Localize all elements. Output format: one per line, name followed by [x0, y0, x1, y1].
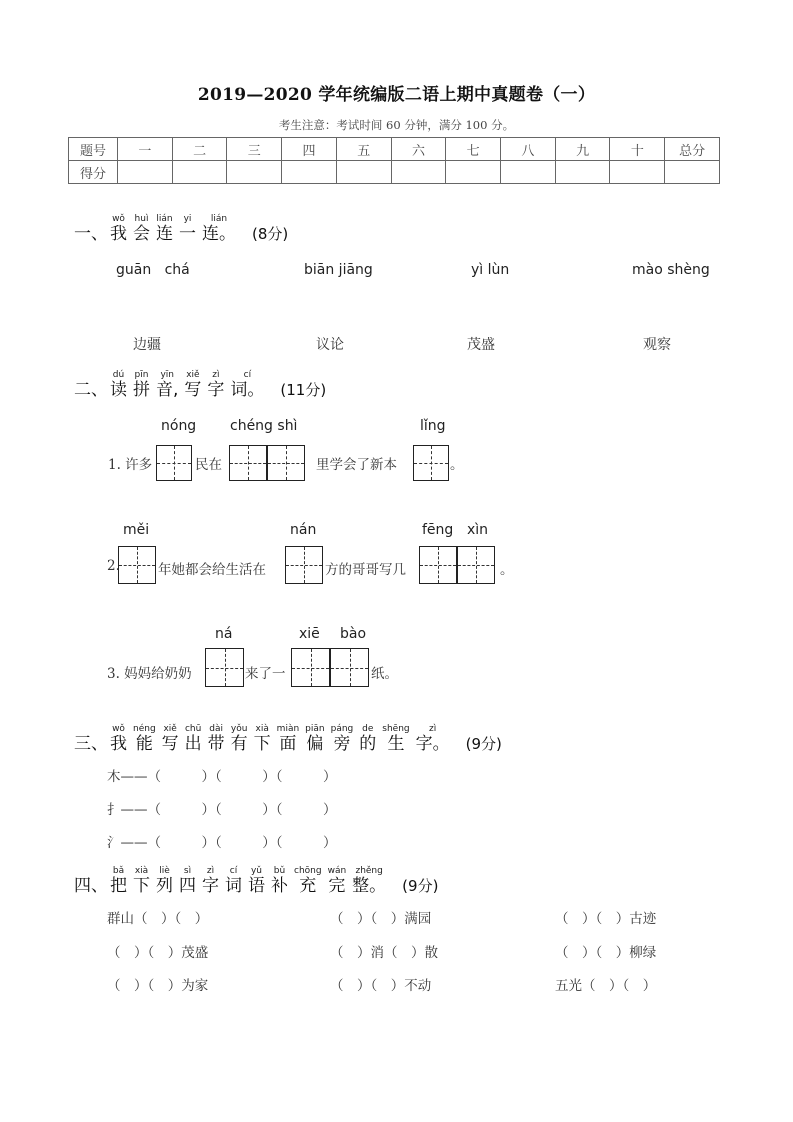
score-table: [68, 137, 720, 184]
pinyin: xià: [134, 866, 149, 876]
idiom-r3-c3[interactable]: 五光（ ）（ ）: [555, 978, 657, 994]
ruby-char: [225, 866, 242, 896]
pinyin: zhěng: [355, 866, 383, 876]
pinyin: páng: [330, 724, 354, 734]
hanzi: 整。: [352, 876, 387, 896]
cell-q10: 十: [610, 138, 665, 161]
cell-label-score: 得分: [69, 161, 118, 184]
idiom-r2-c2[interactable]: （ ）消（ ）散: [330, 945, 438, 961]
ruby-char: [133, 370, 150, 400]
q3-text-b: 来了一: [245, 666, 286, 682]
pinyin: huì: [134, 214, 149, 224]
ruby-char: [179, 866, 196, 896]
section-number: 四、: [74, 876, 108, 896]
cell-total: 总分: [665, 138, 720, 161]
cell-q2: 二: [172, 138, 227, 161]
q3-text-a: 3. 妈妈给奶奶: [107, 666, 192, 682]
ruby-char: [202, 866, 219, 896]
hanzi: 完: [328, 876, 346, 896]
cell-q4: 四: [282, 138, 337, 161]
pinyin: dú: [112, 370, 125, 380]
cell-q3: 三: [227, 138, 282, 161]
ruby-char: [208, 724, 225, 754]
ruby-char: [416, 724, 450, 754]
writing-box[interactable]: [229, 445, 267, 481]
pinyin-feng: fēng: [422, 522, 454, 538]
q1-text-b: 民在: [195, 457, 222, 473]
match-word-2[interactable]: 议论: [316, 337, 344, 353]
section-2-heading: [74, 370, 326, 400]
score-cell[interactable]: [665, 161, 720, 184]
pinyin: de: [362, 724, 374, 734]
pinyin: lián: [156, 214, 173, 224]
ruby-char: [179, 214, 196, 244]
q2-text-a: 2.: [107, 558, 120, 574]
pinyin-chengshi: chéng shì: [230, 418, 298, 434]
hanzi: 语: [248, 876, 265, 896]
hanzi: 字: [202, 876, 219, 896]
writing-box[interactable]: [285, 546, 323, 584]
pinyin: xiě: [163, 724, 177, 734]
hanzi: 读: [110, 380, 127, 400]
ruby-char: [133, 214, 150, 244]
cell-q6: 六: [391, 138, 446, 161]
hanzi: 词: [225, 876, 242, 896]
pinyin: yi: [183, 214, 192, 224]
ruby-char: [271, 866, 288, 896]
ruby-char: [231, 724, 248, 754]
score-cell[interactable]: [172, 161, 227, 184]
section-number: 二、: [74, 380, 108, 400]
pinyin: wǒ: [112, 214, 125, 224]
radical-row-hand[interactable]: 扌——（ ）（ ）（ ）: [107, 802, 337, 818]
match-pinyin-4[interactable]: mào shèng: [632, 262, 710, 278]
pinyin-ling: lǐng: [420, 418, 446, 434]
hanzi: 音,: [156, 380, 179, 400]
section-4-heading: [74, 866, 438, 896]
section-score: (8分): [252, 225, 289, 243]
section-3-heading: [74, 724, 502, 754]
score-cell[interactable]: [227, 161, 282, 184]
hanzi: 字。: [415, 734, 450, 754]
hanzi: 连: [156, 224, 173, 244]
writing-box[interactable]: [291, 648, 330, 687]
ruby-char: [133, 724, 156, 754]
hanzi: 拼: [133, 380, 150, 400]
score-cell[interactable]: [118, 161, 173, 184]
score-cell[interactable]: [501, 161, 556, 184]
writing-box[interactable]: [413, 445, 449, 481]
hanzi: 旁: [333, 734, 351, 754]
ruby-char: [277, 724, 300, 754]
pinyin-mei: měi: [123, 522, 150, 538]
ruby-char: [185, 724, 202, 754]
hanzi: 生: [387, 734, 405, 754]
hanzi: 四: [179, 876, 196, 896]
hanzi: 下: [133, 876, 150, 896]
pinyin: wán: [327, 866, 347, 876]
hanzi: 连。: [202, 224, 236, 244]
hanzi: 充: [299, 876, 317, 896]
hanzi: 出: [184, 734, 202, 754]
score-table-score-row: [69, 161, 720, 184]
pinyin: zì: [212, 370, 220, 380]
cell-q1: 一: [118, 138, 173, 161]
ruby-char: [110, 724, 127, 754]
pinyin: néng: [133, 724, 156, 734]
section-score: (9分): [465, 735, 502, 753]
q1-text-a: 1. 许多: [108, 457, 153, 473]
hanzi: 补: [271, 876, 288, 896]
pinyin-xin: xìn: [467, 522, 489, 538]
ruby-char: [110, 370, 127, 400]
ruby-char: [352, 866, 386, 896]
pinyin: yīn: [160, 370, 174, 380]
hanzi: 有: [230, 734, 248, 754]
match-pinyin-2[interactable]: biān jiāng: [304, 262, 373, 278]
hanzi: 写: [161, 734, 179, 754]
pinyin: yǒu: [230, 724, 248, 734]
section-number: 三、: [74, 734, 108, 754]
q2-text-d: 。: [500, 562, 514, 578]
hanzi: 带: [207, 734, 225, 754]
idiom-r1-c3[interactable]: （ ）（ ）古迹: [555, 911, 657, 927]
hanzi: 下: [253, 734, 271, 754]
pinyin: pīn: [134, 370, 149, 380]
pinyin-xie: xiē: [299, 626, 320, 642]
ruby-char: [382, 724, 409, 754]
score-cell[interactable]: [391, 161, 446, 184]
q2-text-c: 方的哥哥写几: [325, 562, 406, 578]
idiom-r1-c1[interactable]: 群山（ ）（ ）: [107, 911, 209, 927]
writing-box[interactable]: [330, 648, 369, 687]
match-word-1[interactable]: 边疆: [133, 337, 161, 353]
section-number: 一、: [74, 224, 108, 244]
pinyin: yǔ: [250, 866, 263, 876]
idiom-r3-c1[interactable]: （ ）（ ）为家: [107, 978, 209, 994]
pinyin-na: ná: [215, 626, 233, 642]
cell-q8: 八: [501, 138, 556, 161]
idiom-r3-c2[interactable]: （ ）（ ）不动: [330, 978, 432, 994]
idiom-r2-c1[interactable]: （ ）（ ）茂盛: [107, 945, 209, 961]
match-pinyin-1[interactable]: guān chá: [116, 262, 190, 278]
hanzi: 词。: [230, 380, 265, 400]
pinyin: dài: [209, 724, 224, 734]
hanzi: 偏: [306, 734, 324, 754]
hanzi: 会: [133, 224, 150, 244]
writing-box[interactable]: [118, 546, 156, 584]
writing-box[interactable]: [267, 445, 305, 481]
pinyin: cí: [229, 866, 238, 876]
pinyin-nong: nóng: [161, 418, 197, 434]
hanzi: 写: [184, 380, 202, 400]
ruby-char: [248, 866, 265, 896]
ruby-char: [156, 214, 173, 244]
ruby-char: [133, 866, 150, 896]
ruby-char: [328, 866, 347, 896]
match-pinyin-3[interactable]: yì lùn: [471, 262, 510, 278]
pinyin-bao: bào: [340, 626, 367, 642]
hanzi: 面: [279, 734, 297, 754]
ruby-char: [207, 370, 224, 400]
pinyin: zì: [429, 724, 437, 734]
pinyin: bǔ: [273, 866, 286, 876]
pinyin: liè: [159, 866, 170, 876]
pinyin: chōng: [294, 866, 322, 876]
cell-q5: 五: [336, 138, 391, 161]
ruby-char: [294, 866, 322, 896]
radical-row-wood[interactable]: 木——（ ）（ ）（ ）: [107, 769, 337, 785]
q1-text-d: 。: [450, 457, 464, 473]
section-score: (9分): [402, 877, 439, 895]
score-cell[interactable]: [336, 161, 391, 184]
pinyin: lián: [210, 214, 228, 224]
ruby-char: [162, 724, 179, 754]
pinyin: bǎ: [112, 866, 125, 876]
pinyin: xià: [255, 724, 269, 734]
match-word-3[interactable]: 茂盛: [467, 337, 495, 353]
cell-q9: 九: [555, 138, 610, 161]
pinyin-nan: nán: [290, 522, 317, 538]
section-1-heading: [74, 214, 288, 244]
pinyin: piān: [305, 724, 325, 734]
pinyin: xiě: [186, 370, 200, 380]
score-cell[interactable]: [610, 161, 665, 184]
pinyin: sì: [183, 866, 192, 876]
pinyin: wǒ: [112, 724, 125, 734]
radical-row-water[interactable]: 氵——（ ）（ ）（ ）: [107, 835, 337, 851]
writing-box[interactable]: [419, 546, 457, 584]
pinyin: chū: [184, 724, 202, 734]
q1-text-c: 里学会了新本: [316, 457, 397, 473]
score-cell[interactable]: [446, 161, 501, 184]
match-word-4[interactable]: 观察: [643, 337, 671, 353]
ruby-char: [156, 866, 173, 896]
writing-box[interactable]: [457, 546, 495, 584]
pinyin: zì: [206, 866, 215, 876]
hanzi: 把: [110, 876, 127, 896]
cell-q7: 七: [446, 138, 501, 161]
score-table-header-row: [69, 138, 720, 161]
score-cell[interactable]: [282, 161, 337, 184]
hanzi: 能: [135, 734, 153, 754]
writing-box[interactable]: [205, 648, 244, 687]
cell-label-question: 题号: [69, 138, 118, 161]
pinyin: shēng: [382, 724, 410, 734]
q2-text-b: 年她都会给生活在: [158, 562, 266, 578]
score-cell[interactable]: [555, 161, 610, 184]
section-score: (11分): [280, 381, 327, 399]
exam-notice: 考生注意：考试时间 60 分钟，满分 100 分。: [278, 118, 515, 132]
hanzi: 列: [156, 876, 173, 896]
hanzi: 的: [359, 734, 377, 754]
hanzi: 一: [179, 224, 196, 244]
pinyin: cí: [243, 370, 252, 380]
ruby-char: [110, 866, 127, 896]
idiom-r2-c3[interactable]: （ ）（ ）柳绿: [555, 945, 657, 961]
ruby-char: [202, 214, 236, 244]
ruby-char: [305, 724, 324, 754]
ruby-char: [156, 370, 178, 400]
page-title: 2019—2020 学年统编版二语上期中真题卷（一）: [197, 85, 596, 105]
ruby-char: [331, 724, 354, 754]
pinyin: miàn: [276, 724, 300, 734]
ruby-char: [110, 214, 127, 244]
writing-box[interactable]: [156, 445, 192, 481]
hanzi: 我: [110, 224, 127, 244]
ruby-char: [359, 724, 376, 754]
hanzi: 字: [207, 380, 225, 400]
ruby-char: [184, 370, 201, 400]
ruby-char: [254, 724, 271, 754]
hanzi: 我: [110, 734, 127, 754]
q3-text-c: 纸。: [371, 666, 398, 682]
idiom-r1-c2[interactable]: （ ）（ ）满园: [330, 911, 432, 927]
ruby-char: [230, 370, 264, 400]
